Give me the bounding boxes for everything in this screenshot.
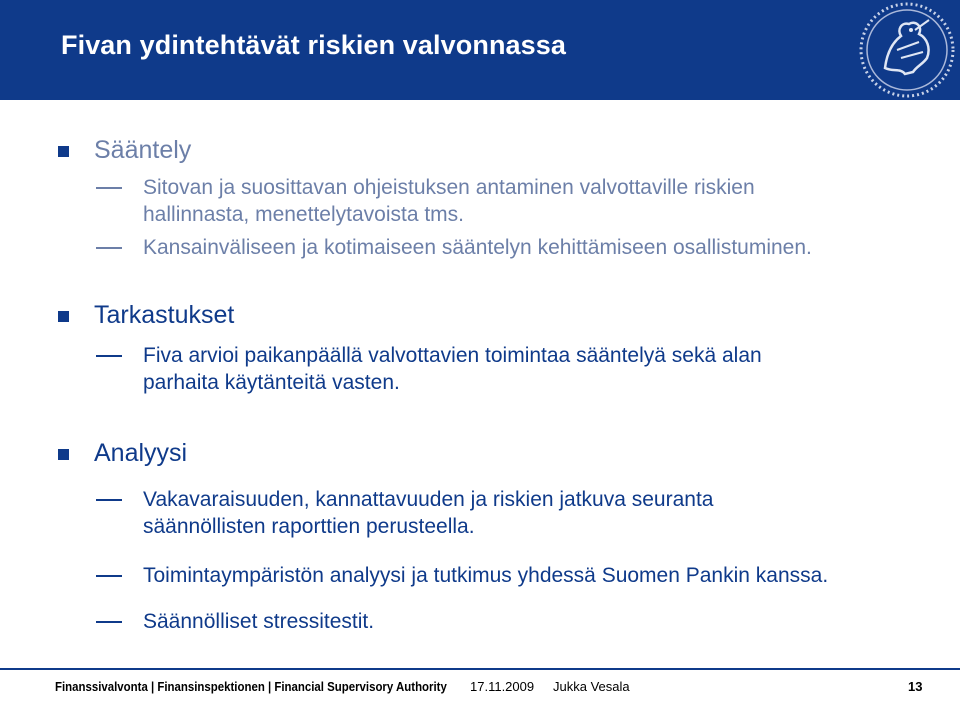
slide-title: Fivan ydintehtävät riskien valvonnassa bbox=[61, 30, 567, 60]
list-item bbox=[143, 342, 943, 396]
list-item-line: Säännölliset stressitestit. bbox=[143, 610, 375, 633]
section-title: Analyysi bbox=[94, 439, 188, 467]
bullet-square-icon bbox=[58, 146, 69, 157]
list-item bbox=[143, 234, 943, 261]
list-item-line: Vakavaraisuuden, kannattavuuden ja riskien jatkuva seuranta bbox=[143, 488, 714, 511]
bullet-square-icon bbox=[58, 449, 69, 460]
list-item bbox=[143, 562, 943, 589]
section-title: Sääntely bbox=[94, 136, 192, 164]
list-item-line: Fiva arvioi paikanpäällä valvottavien toimintaa sääntelyä sekä alan bbox=[143, 344, 762, 367]
footer-organization: Finanssivalvonta | Finansinspektionen | Financial Supervisory Authority bbox=[55, 679, 447, 694]
list-item-line: säännöllisten raporttien perusteella. bbox=[143, 515, 475, 538]
bullet-square-icon bbox=[58, 311, 69, 322]
dash-icon bbox=[96, 247, 122, 249]
list-item bbox=[143, 174, 943, 228]
list-item-line: Toimintaympäristön analyysi ja tutkimus yhdessä Suomen Pankin kanssa. bbox=[143, 564, 829, 587]
footer-author: Jukka Vesala bbox=[553, 679, 630, 694]
list-item bbox=[143, 608, 943, 635]
page-number: 13 bbox=[908, 679, 923, 694]
section-title: Tarkastukset bbox=[94, 301, 235, 329]
list-item-line: Sitovan ja suosittavan ohjeistuksen antaminen valvottaville riskien bbox=[143, 176, 755, 199]
finnish-lion-emblem-icon bbox=[857, 2, 957, 98]
list-item-line: parhaita käytänteitä vasten. bbox=[143, 371, 400, 394]
footer-date: 17.11.2009 bbox=[470, 679, 535, 694]
list-item-line: hallinnasta, menettelytavoista tms. bbox=[143, 203, 464, 226]
list-item-line: Kansainväliseen ja kotimaiseen sääntelyn kehittämiseen osallistuminen. bbox=[143, 236, 812, 259]
dash-icon bbox=[96, 355, 122, 357]
list-item bbox=[143, 486, 943, 540]
slide-footer bbox=[0, 668, 960, 701]
dash-icon bbox=[96, 499, 122, 501]
slide-header bbox=[0, 0, 960, 100]
dash-icon bbox=[96, 575, 122, 577]
dash-icon bbox=[96, 621, 122, 623]
dash-icon bbox=[96, 187, 122, 189]
